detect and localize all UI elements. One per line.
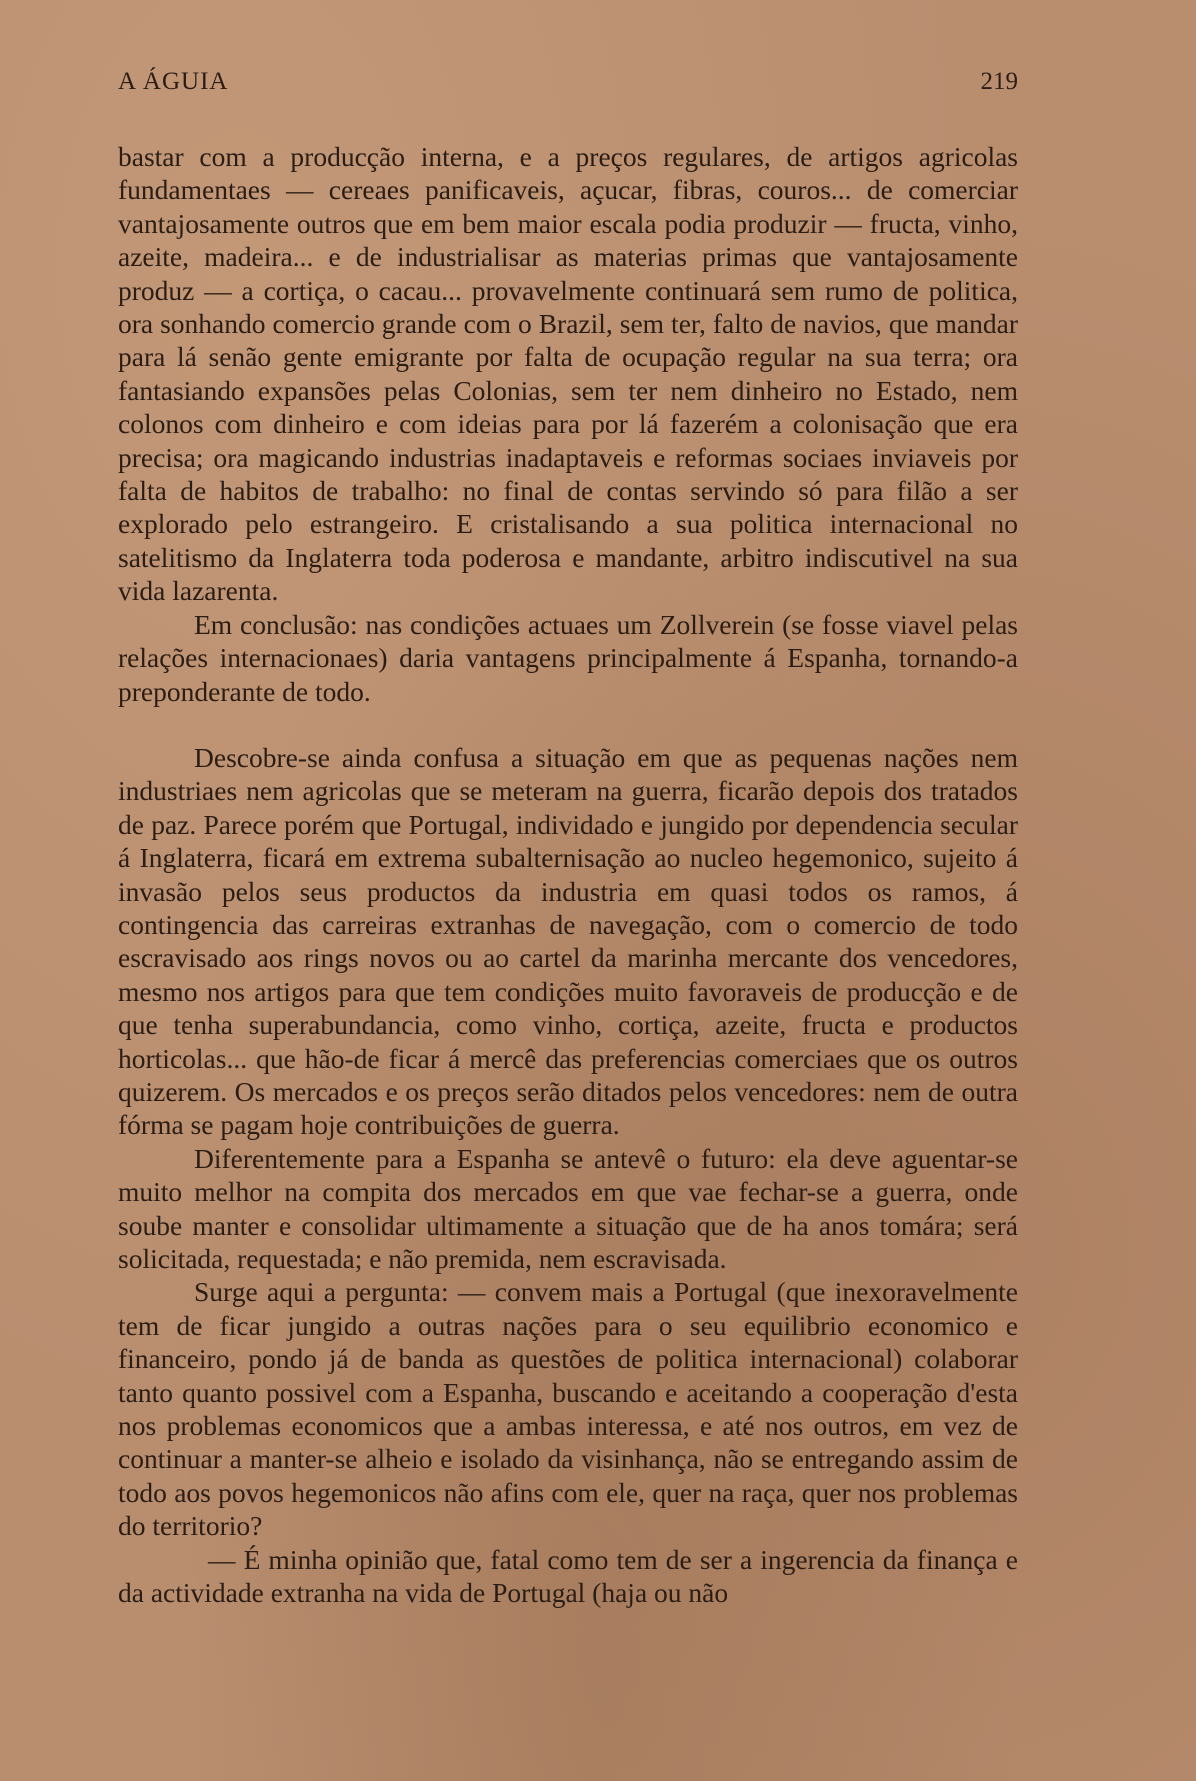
paragraph-3: Descobre-se ainda confusa a situação em que as pequenas nações nem industriaes nem agricolas que se meteram na guerra, ficarão depois dos tratados de paz. Parece porém que Portugal, individado e jungido por dependencia secular á Inglaterra, ficará em extrema subalternisação ao nucleo hegemonico, sujeito á invasão pelos seus productos da industria em quasi todos os ramos, á contingencia das carreiras extranhas de navegação, com o comercio de todo escravisado aos rings novos ou ao cartel da marinha mercante dos vencedores, mesmo nos artigos para que tem condições muito favoraveis de producção e de que tenha superabundancia, como vinho, cortiça, azeite, fructa e productos horticolas... que hão-de ficar á mercê das preferencias comerciaes que os outros quizerem. Os mercados e os preços serão ditados pelos vencedores: nem de outra fórma se pagam hoje contribuições de guerra. — [118, 741, 1018, 1141]
running-title: A ÁGUIA — [118, 68, 229, 95]
page-number: 219 — [980, 68, 1018, 95]
body-text — [118, 140, 1018, 1609]
paragraph-2: Em conclusão: nas condições actuaes um Zollverein (se fosse viavel pelas relações internacionaes) daria vantagens principalmente á Espanha, tornando-a preponderante de todo. — [118, 608, 1018, 707]
paragraph-6: — É minha opinião que, fatal como tem de ser a ingerencia da finança e da actividade extranha na vida de Portugal (haja ou não — [118, 1543, 1018, 1609]
paragraph-4: Diferentemente para a Espanha se antevê o futuro: ela deve aguentar-se muito melhor na compita dos mercados em que vae fechar-se a guerra, onde soube manter e consolidar ultimamente a situação que de ha anos tomára; será solicitada, requestada; e não premida, nem escravisada. — [118, 1142, 1018, 1274]
page-header — [118, 56, 1018, 96]
paragraph-5: Surge aqui a pergunta: — convem mais a Portugal (que inexoravelmente tem de ficar jungido a outras nações para o seu equilibrio economico e financeiro, pondo já de banda as questões de politica internacional) colaborar tanto quanto possivel com a Espanha, buscando e aceitando a cooperação d'esta nos problemas economicos que a ambas interessa, e até nos outros, em vez de continuar a manter-se alheio e isolado da visinhança, não se entregando assim de todo aos povos hegemonicos não afins com ele, quer na raça, quer nos problemas do territorio? — [118, 1276, 1018, 1542]
paragraph-1: bastar com a producção interna, e a preços regulares, de artigos agricolas fundamentaes — cereaes panificaveis, açucar, fibras, couros... de comerciar vantajosamente outros que em bem maior escala podia produzir — fructa, vinho, azeite, madeira... e de industrialisar as materias primas que vantajosamente produz — a cortiça, o cacau... provavelmente continuará sem rumo de politica, ora sonhando comercio grande com o Brazil, sem ter, falto de navios, que mandar para lá senão gente emigrante por falta de ocupação regular na sua terra; ora fantasiando expansões pelas Colonias, sem ter nem dinheiro no Estado, nem colonos com dinheiro e com ideias para por lá fazerém a colonisação que era precisa; ora magicando industrias inadaptaveis e reformas sociaes inviaveis por falta de habitos de trabalho: no final de contas servindo só para filão a ser explorado pelo estrangeiro. E cristalisando a sua politica internacional no satelitismo da Inglaterra toda poderosa e mandante, arbitro indiscutivel na sua vida lazarenta. — [118, 141, 1018, 607]
